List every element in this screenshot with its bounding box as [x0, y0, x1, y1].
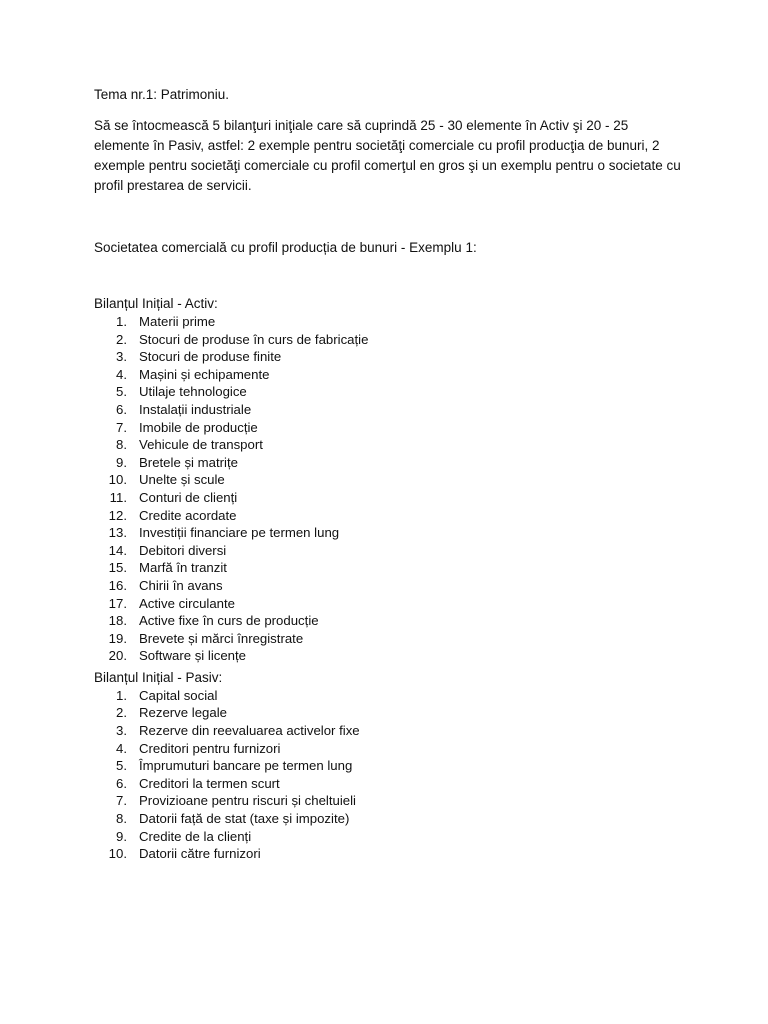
- list-item-label: Active circulante: [139, 595, 236, 611]
- list-item-label: Credite acordate: [139, 507, 237, 523]
- list-item-number: 5.: [116, 384, 127, 400]
- list-item-label: Software și licențe: [139, 648, 247, 664]
- list-item-label: Investiții financiare pe termen lung: [139, 525, 340, 541]
- list-item-label: Instalații industriale: [139, 401, 252, 417]
- pasiv-list: [94, 687, 684, 863]
- list-item-number: 6.: [116, 401, 127, 417]
- list-item-label: Vehicule de transport: [139, 437, 263, 453]
- list-item: [94, 471, 684, 489]
- list-item-number: 2.: [116, 331, 127, 347]
- list-item-label: Active fixe în curs de producție: [139, 613, 319, 629]
- list-item: [94, 612, 684, 630]
- list-item: [94, 313, 684, 331]
- list-item-number: 11.: [109, 489, 127, 505]
- list-item: [94, 348, 684, 366]
- list-item-label: Datorii față de stat (taxe și impozite): [139, 811, 350, 827]
- list-item-number: 15.: [108, 560, 127, 576]
- list-item-label: Stocuri de produse în curs de fabricație: [139, 331, 369, 347]
- list-item-number: 4.: [116, 366, 127, 382]
- list-item-number: 17.: [108, 595, 127, 611]
- list-item-label: Datorii către furnizori: [139, 846, 261, 862]
- list-item-label: Creditori pentru furnizori: [139, 740, 281, 756]
- list-item: [94, 845, 684, 863]
- list-item-label: Creditori la termen scurt: [139, 775, 280, 791]
- company-heading: Societatea comercială cu profil producția de bunuri - Exemplu 1:: [94, 240, 477, 255]
- list-item: [94, 366, 684, 384]
- list-item: [94, 647, 684, 665]
- assignment-text: Să se întocmească 5 bilanţuri iniţiale care să cuprindă 25 - 30 elemente în Activ şi 20 - 25 elemente în Pasiv, astfel: 2 exemple pentru societăţi comerciale cu profil producţia de bunuri, 2 exemple pentru societăţi comerciale cu profil comerţul en gros şi un exemplu pentru o societate cu profil prestarea de servicii.: [94, 118, 681, 193]
- list-item-label: Rezerve legale: [139, 705, 227, 721]
- list-item: [94, 775, 684, 793]
- list-item-number: 20.: [108, 648, 127, 664]
- list-item: [94, 383, 684, 401]
- list-item-number: 10.: [108, 472, 127, 488]
- list-item: [94, 401, 684, 419]
- pasiv-heading: Bilanțul Inițial - Pasiv:: [94, 669, 223, 685]
- list-item: [94, 740, 684, 758]
- list-item-number: 18.: [108, 613, 127, 629]
- list-item: [94, 595, 684, 613]
- list-item-label: Conturi de clienți: [139, 489, 238, 505]
- list-item-number: 5.: [116, 758, 127, 774]
- list-item-label: Provizioane pentru riscuri și cheltuieli: [139, 793, 356, 809]
- list-item-number: 8.: [116, 811, 127, 827]
- list-item-label: Împrumuturi bancare pe termen lung: [139, 758, 353, 774]
- list-item: [94, 507, 684, 525]
- list-item-number: 16.: [108, 577, 127, 593]
- list-item-label: Stocuri de produse finite: [139, 349, 282, 365]
- activ-list: [94, 313, 684, 665]
- list-item-label: Debitori diversi: [139, 542, 227, 558]
- list-item-number: 4.: [116, 740, 127, 756]
- list-item-label: Materii prime: [139, 314, 216, 329]
- list-item-label: Brevete și mărci înregistrate: [139, 630, 304, 646]
- list-item: [94, 704, 684, 722]
- list-item-label: Imobile de producție: [139, 419, 258, 435]
- list-item: [94, 454, 684, 472]
- list-item-number: 14.: [108, 542, 127, 558]
- list-item-number: 9.: [116, 454, 127, 470]
- list-item-label: Utilaje tehnologice: [139, 384, 247, 400]
- list-item: [94, 419, 684, 437]
- list-item-number: 6.: [116, 775, 127, 791]
- activ-heading: Bilanțul Inițial - Activ:: [94, 296, 218, 311]
- list-item-number: 7.: [116, 793, 127, 809]
- document-title: Tema nr.1: Patrimoniu.: [94, 87, 230, 102]
- list-item: [94, 687, 684, 705]
- list-item: [94, 630, 684, 648]
- list-item: [94, 577, 684, 595]
- list-item: [94, 559, 684, 577]
- list-item-number: 1.: [116, 687, 127, 703]
- list-item-number: 13.: [108, 525, 127, 541]
- list-item: [94, 792, 684, 810]
- list-item-number: 3.: [116, 723, 127, 739]
- list-item-number: 1.: [116, 314, 127, 329]
- list-item: [94, 331, 684, 349]
- list-item: [94, 524, 684, 542]
- list-item-label: Bretele și matrițe: [139, 454, 238, 470]
- document-page: [94, 86, 684, 863]
- list-item: [94, 489, 684, 507]
- list-item-label: Chirii în avans: [139, 577, 223, 593]
- list-item-label: Rezerve din reevaluarea activelor fixe: [139, 723, 360, 739]
- list-item: [94, 757, 684, 775]
- list-item: [94, 810, 684, 828]
- list-item-label: Marfă în tranzit: [139, 560, 227, 576]
- list-item-number: 9.: [116, 828, 127, 844]
- list-item: [94, 828, 684, 846]
- list-item: [94, 436, 684, 454]
- list-item-number: 8.: [116, 437, 127, 453]
- list-item-label: Capital social: [139, 687, 218, 703]
- list-item-label: Mașini și echipamente: [139, 366, 270, 382]
- list-item-label: Credite de la clienți: [139, 828, 252, 844]
- list-item-number: 7.: [116, 419, 127, 435]
- list-item-number: 19.: [108, 630, 127, 646]
- list-item-number: 3.: [116, 349, 127, 365]
- list-item-label: Unelte și scule: [139, 472, 225, 488]
- list-item: [94, 542, 684, 560]
- list-item-number: 2.: [116, 705, 127, 721]
- list-item-number: 12.: [108, 507, 127, 523]
- list-item-number: 10.: [108, 846, 127, 862]
- list-item: [94, 722, 684, 740]
